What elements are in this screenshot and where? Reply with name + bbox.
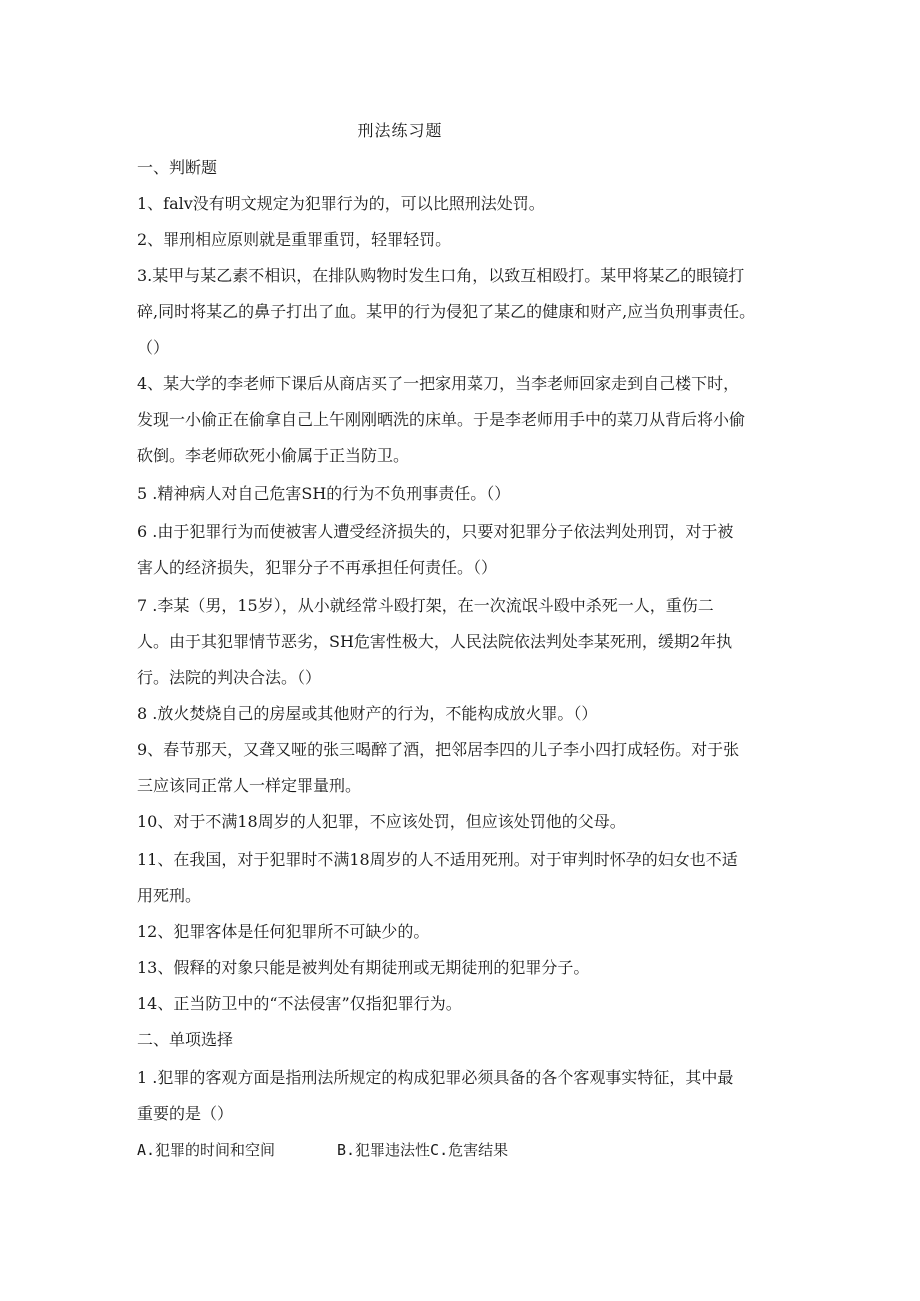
section-heading-judgement: 一、判断题 [137, 158, 218, 177]
judgement-line-7c: 行。法院的判决合法。（） [137, 668, 322, 687]
judgement-line-4a: 4、某大学的李老师下课后从商店买了一把家用菜刀，当李老师回家走到自己楼下时， [137, 374, 740, 393]
judgement-line-7b: 人。由于其犯罪情节恶劣，SH危害性极大，人民法院依法判处李某死刑，缓期2年执 [137, 632, 733, 651]
judgement-line-3b: 碎,同时将某乙的鼻子打出了血。某甲的行为侵犯了某乙的健康和财产,应当负刑事责任。 [137, 302, 756, 321]
judgement-line-5: 5 .精神病人对自己危害SH的行为不负刑事责任。（） [137, 484, 511, 503]
judgement-line-3c: （） [137, 338, 170, 357]
judgement-line-9a: 9、春节那天，又聋又哑的张三喝醉了酒，把邻居李四的儿子李小四打成轻伤。对于张 [137, 740, 740, 759]
judgement-line-3a: 3.某甲与某乙素不相识，在排队购物时发生口角，以致互相殴打。某甲将某乙的眼镜打 [137, 266, 745, 285]
judgement-line-10: 10、对于不满18周岁的人犯罪，不应该处罚，但应该处罚他的父母。 [137, 812, 626, 831]
judgement-line-2: 2、罪刑相应原则就是重罪重罚，轻罪轻罚。 [137, 230, 452, 249]
choice-question-1a: 1 .犯罪的客观方面是指刑法所规定的构成犯罪必须具备的各个客观事实特征，其中最 [137, 1068, 734, 1087]
judgement-line-6a: 6 .由于犯罪行为而使被害人遭受经济损失的，只要对犯罪分子依法判处刑罚，对于被 [137, 522, 734, 541]
judgement-line-9b: 三应该同正常人一样定罪量刑。 [137, 776, 362, 795]
judgement-line-11b: 用死刑。 [137, 886, 202, 905]
judgement-line-1: 1、falv没有明文规定为犯罪行为的，可以比照刑法处罚。 [137, 194, 545, 213]
judgement-line-4c: 砍倒。李老师砍死小偷属于正当防卫。 [137, 446, 410, 465]
judgement-line-4b: 发现一小偷正在偷拿自己上午刚刚晒洗的床单。于是李老师用手中的菜刀从背后将小偷 [137, 410, 746, 429]
judgement-line-6b: 害人的经济损失，犯罪分子不再承担任何责任。（） [137, 558, 498, 577]
document-title: 刑法练习题 [357, 121, 443, 140]
choice-option-b: B.犯罪违法性C.危害结果 [337, 1141, 509, 1159]
judgement-line-12: 12、犯罪客体是任何犯罪所不可缺少的。 [137, 922, 430, 941]
judgement-line-14: 14、正当防卫中的“不法侵害”仅指犯罪行为。 [137, 994, 462, 1013]
judgement-line-8: 8 .放火焚烧自己的房屋或其他财产的行为，不能构成放火罪。（） [137, 704, 598, 723]
choice-question-1b: 重要的是（） [137, 1104, 234, 1123]
judgement-line-13: 13、假释的对象只能是被判处有期徒刑或无期徒刑的犯罪分子。 [137, 958, 590, 977]
choice-option-a: A.犯罪的时间和空间 [137, 1141, 276, 1159]
judgement-line-11a: 11、在我国，对于犯罪时不满18周岁的人不适用死刑。对于审判时怀孕的妇女也不适 [137, 850, 738, 869]
section-heading-single-choice: 二、单项选择 [137, 1030, 234, 1049]
judgement-line-7a: 7 .李某（男，15岁），从小就经常斗殴打架，在一次流氓斗殴中杀死一人，重伤二 [137, 596, 714, 615]
